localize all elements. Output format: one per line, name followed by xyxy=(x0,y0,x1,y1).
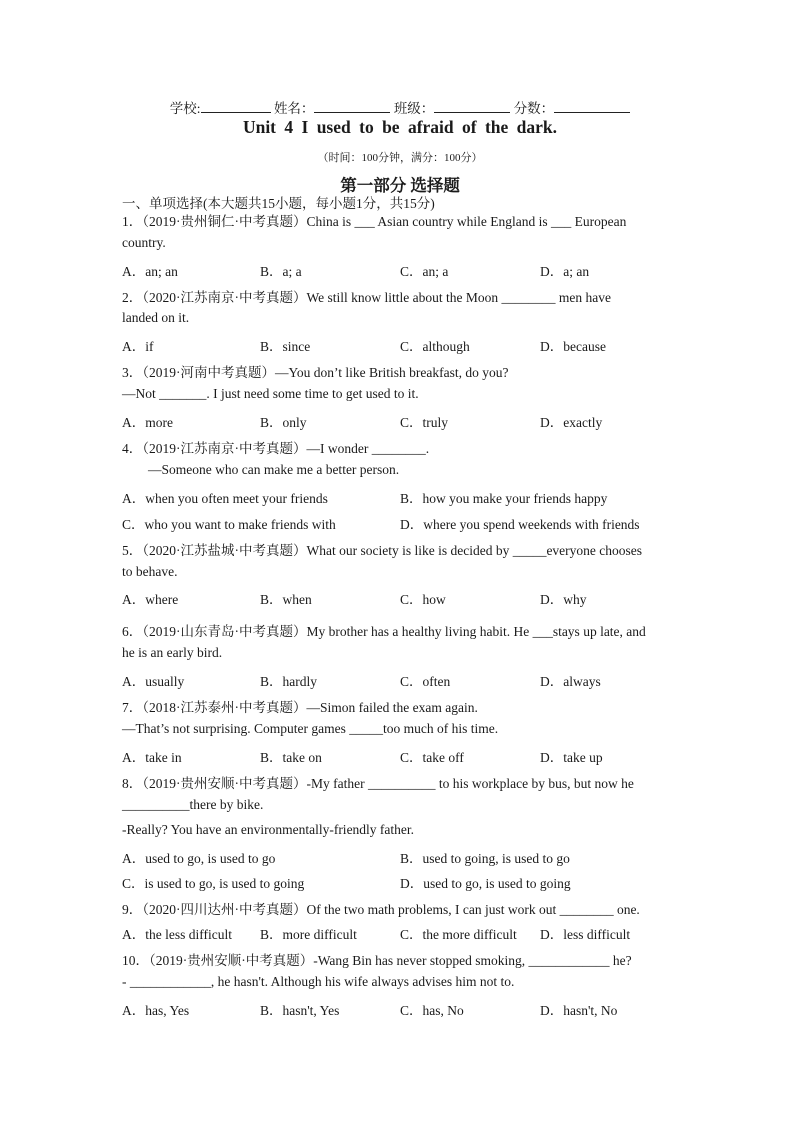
q3-option-c[interactable]: C．truly xyxy=(400,415,449,430)
q4-option-b[interactable]: B．how you make your friends happy xyxy=(400,491,608,506)
q1-option-b[interactable]: B．a; a xyxy=(260,264,302,279)
question-2-line1: 2．（2020·江苏南京·中考真题）We still know little about the Moon ________ men have xyxy=(122,290,611,305)
question-3-line1: 3．（2019·河南中考真题）—You don’t like British breakfast, do you? xyxy=(122,365,509,380)
q10-option-a[interactable]: A．has, Yes xyxy=(122,1003,190,1018)
q10-option-b[interactable]: B．hasn't, Yes xyxy=(260,1003,340,1018)
q5-option-c[interactable]: C．how xyxy=(400,592,446,607)
q3-option-b[interactable]: B．only xyxy=(260,415,307,430)
question-10-line1: 10．（2019·贵州安顺·中考真题）-Wang Bin has never stopped smoking, ____________ he? xyxy=(122,953,632,968)
question-4-line2: —Someone who can make me a better person. xyxy=(148,462,400,477)
q5-option-d[interactable]: D．why xyxy=(540,592,587,607)
q7-option-b[interactable]: B．take on xyxy=(260,750,322,765)
q2-option-d[interactable]: D．because xyxy=(540,339,606,354)
question-7-line2: —That’s not surprising. Computer games _____too much of his time. xyxy=(122,721,499,736)
q1-option-c[interactable]: C．an; a xyxy=(400,264,449,279)
q6-option-b[interactable]: B．hardly xyxy=(260,674,317,689)
class-blank xyxy=(434,100,510,113)
q4-option-c[interactable]: C．who you want to make friends with xyxy=(122,517,336,532)
q3-option-a[interactable]: A．more xyxy=(122,415,173,430)
q4-option-a[interactable]: A．when you often meet your friends xyxy=(122,491,328,506)
part-heading: 第一部分 选择题 xyxy=(340,176,460,195)
question-7-line1: 7．（2018·江苏泰州·中考真题）—Simon failed the exam again. xyxy=(122,700,478,715)
q10-option-c[interactable]: C．has, No xyxy=(400,1003,464,1018)
school-label: 学校: xyxy=(169,101,201,116)
question-5-line1: 5．（2020·江苏盐城·中考真题）What our society is like is decided by _____everyone chooses xyxy=(122,543,643,558)
q9-option-b[interactable]: B．more difficult xyxy=(260,927,357,942)
school-blank xyxy=(201,100,271,113)
q9-option-c[interactable]: C．the more difficult xyxy=(400,927,517,942)
question-6-line2: he is an early bird. xyxy=(122,645,223,660)
class-label: 班级： xyxy=(393,101,435,116)
q8-option-c[interactable]: C．is used to go, is used to going xyxy=(122,876,305,891)
q1-option-a[interactable]: A．an; an xyxy=(122,264,178,279)
q6-option-c[interactable]: C．often xyxy=(400,674,451,689)
q8-option-a[interactable]: A．used to go, is used to go xyxy=(122,851,276,866)
student-info-header xyxy=(0,97,800,117)
question-8-line3: -Really? You have an environmentally-friendly father. xyxy=(122,822,415,837)
name-blank xyxy=(314,100,390,113)
q1-option-d[interactable]: D．a; an xyxy=(540,264,590,279)
q7-option-d[interactable]: D．take up xyxy=(540,750,603,765)
q2-option-b[interactable]: B．since xyxy=(260,339,311,354)
question-1-line1: 1．（2019·贵州铜仁·中考真题）China is ___ Asian country while England is ___ European xyxy=(122,214,627,229)
question-9-line1: 9．（2020·四川达州·中考真题）Of the two math problems, I can just work out ________ one. xyxy=(122,902,640,917)
question-5-line2: to behave. xyxy=(122,564,178,579)
q2-option-a[interactable]: A．if xyxy=(122,339,154,354)
page-subtitle: （时间：100分钟，满分：100分） xyxy=(317,152,483,164)
question-10-line2: - ____________, he hasn't. Although his wife always advises him not to. xyxy=(122,974,515,989)
q8-option-b[interactable]: B．used to going, is used to go xyxy=(400,851,570,866)
question-8-line2: __________there by bike. xyxy=(122,797,264,812)
q8-option-d[interactable]: D．used to go, is used to going xyxy=(400,876,571,891)
q9-option-d[interactable]: D．less difficult xyxy=(540,927,631,942)
score-blank xyxy=(554,100,630,113)
q7-option-c[interactable]: C．take off xyxy=(400,750,464,765)
q5-option-b[interactable]: B．when xyxy=(260,592,312,607)
question-4-line1: 4．（2019·江苏南京·中考真题）—I wonder ________. xyxy=(122,441,430,456)
name-label: 姓名： xyxy=(273,101,315,116)
question-6-line1: 6．（2019·山东青岛·中考真题）My brother has a healthy living habit. He ___stays up late, and xyxy=(122,624,646,639)
q10-option-d[interactable]: D．hasn't, No xyxy=(540,1003,618,1018)
question-2-line2: landed on it. xyxy=(122,310,190,325)
score-label: 分数： xyxy=(513,101,555,116)
q5-option-a[interactable]: A．where xyxy=(122,592,179,607)
q3-option-d[interactable]: D．exactly xyxy=(540,415,603,430)
question-3-line2: —Not _______. I just need some time to get used to it. xyxy=(122,386,419,401)
page-title: Unit 4 I used to be afraid of the dark. xyxy=(242,117,558,137)
q4-option-d[interactable]: D．where you spend weekends with friends xyxy=(400,517,640,532)
question-1-line2: country. xyxy=(122,235,166,250)
q9-option-a[interactable]: A．the less difficult xyxy=(122,927,232,942)
question-8-line1: 8．（2019·贵州安顺·中考真题）-My father __________ to his workplace by bus, but now he xyxy=(122,776,634,791)
q2-option-c[interactable]: C．although xyxy=(400,339,470,354)
q6-option-d[interactable]: D．always xyxy=(540,674,601,689)
section-heading: 一、单项选择(本大题共15小题，每小题1分，共15分) xyxy=(122,196,435,211)
q6-option-a[interactable]: A．usually xyxy=(122,674,185,689)
q7-option-a[interactable]: A．take in xyxy=(122,750,182,765)
